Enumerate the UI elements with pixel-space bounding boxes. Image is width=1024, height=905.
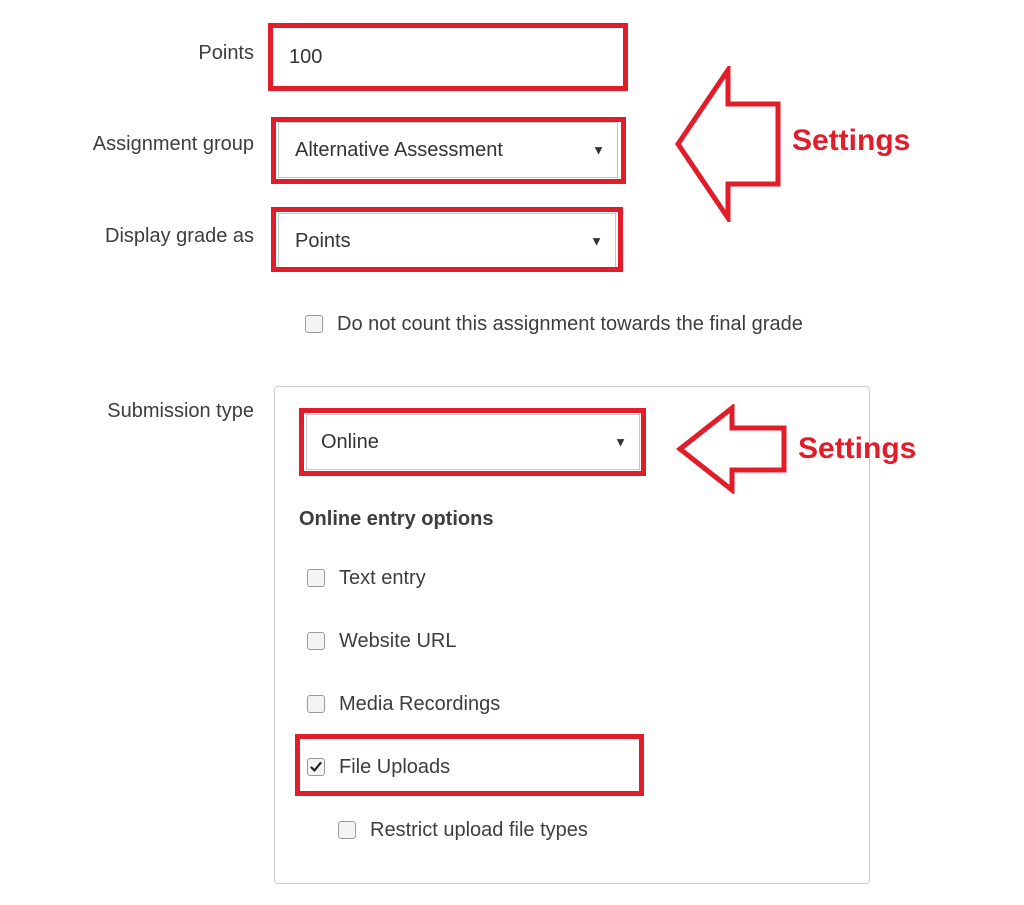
display-grade-select[interactable] [278, 213, 616, 269]
chevron-down-icon: ▼ [592, 142, 605, 158]
settings-callout-1: Settings [792, 124, 911, 157]
restrict-file-types-checkbox[interactable] [338, 821, 356, 839]
callout-arrow-1-icon [672, 66, 784, 222]
chevron-down-icon: ▼ [590, 233, 603, 249]
option-file-uploads[interactable] [307, 755, 450, 779]
chevron-down-icon: ▼ [614, 434, 627, 450]
checkmark-icon [310, 761, 322, 773]
submission-type-select[interactable] [306, 414, 640, 470]
media-recordings-checkbox[interactable] [307, 695, 325, 713]
option-text-entry[interactable] [307, 566, 426, 590]
online-entry-heading: Online entry options [299, 508, 494, 530]
restrict-file-types-label: Restrict upload file types [370, 819, 588, 841]
website-url-checkbox[interactable] [307, 632, 325, 650]
option-website-url[interactable] [307, 629, 456, 653]
points-input[interactable] [272, 27, 624, 87]
website-url-label: Website URL [339, 630, 457, 652]
settings-callout-2: Settings [798, 432, 917, 465]
submission-type-label: Submission type [107, 400, 254, 422]
file-uploads-checkbox[interactable] [307, 758, 325, 776]
points-value: 100 [289, 45, 323, 68]
text-entry-checkbox[interactable] [307, 569, 325, 587]
do-not-count-checkbox[interactable] [305, 315, 323, 333]
file-uploads-label: File Uploads [339, 756, 451, 778]
text-entry-label: Text entry [339, 567, 426, 589]
do-not-count-label: Do not count this assignment towards the final grade [337, 313, 803, 335]
option-restrict-file-types[interactable] [338, 818, 588, 842]
display-grade-label: Display grade as [105, 225, 254, 247]
assignment-group-label: Assignment group [92, 133, 254, 155]
display-grade-value: Points [295, 229, 351, 252]
option-media-recordings[interactable] [307, 692, 500, 716]
do-not-count-row[interactable] [305, 312, 803, 336]
submission-type-value: Online [321, 430, 379, 453]
points-label: Points [198, 42, 254, 64]
assignment-group-value: Alternative Assessment [295, 138, 503, 161]
callout-arrow-2-icon [674, 404, 790, 494]
assignment-group-select[interactable] [278, 122, 618, 178]
media-recordings-label: Media Recordings [339, 693, 501, 715]
